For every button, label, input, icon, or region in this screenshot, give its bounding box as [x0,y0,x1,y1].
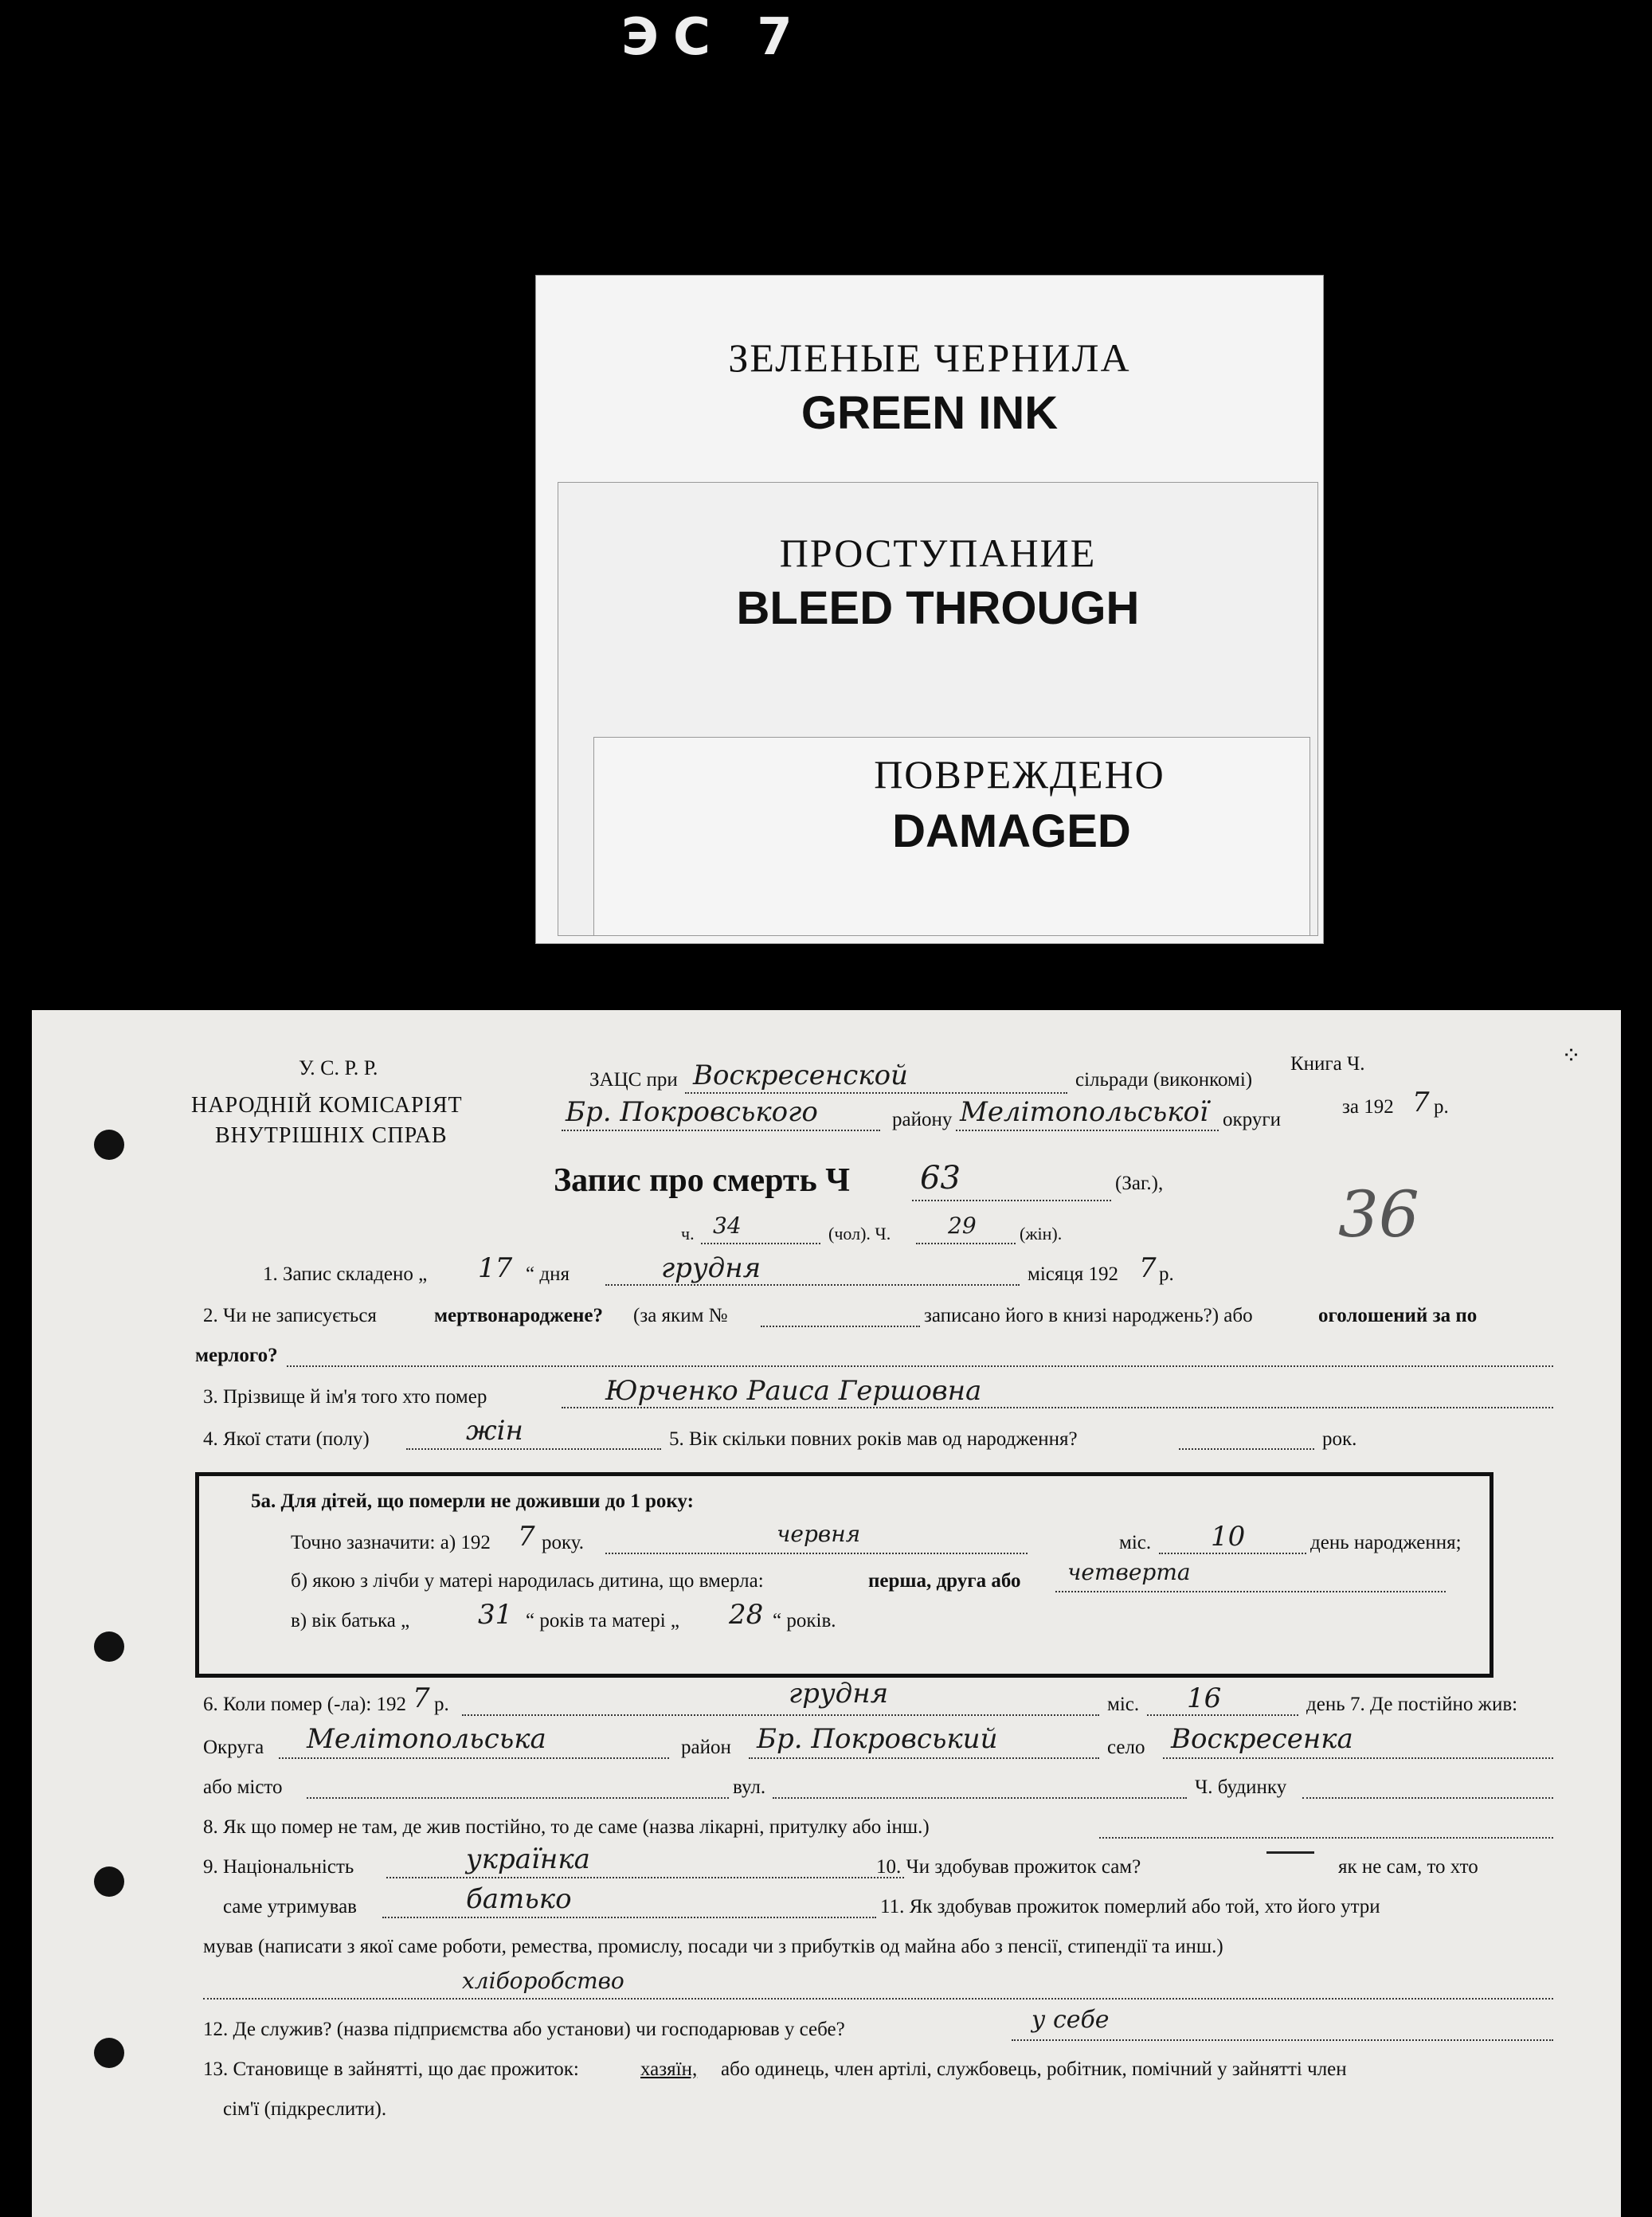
f11-line [203,1998,1553,2000]
notice-damaged-en: DAMAGED [892,805,1131,857]
female-count: 29 [948,1212,977,1239]
f3-value: Юрченко Раиса Гершовна [605,1375,982,1407]
f10-suffix: як не сам, то хто [1338,1856,1478,1878]
okruha-row-label: Округа [203,1737,264,1758]
f1-year: 7 [1139,1252,1157,1284]
f5a-month-line [605,1553,1028,1554]
f1-month-line [605,1284,1020,1286]
f2-e: оголошений за по [1318,1305,1478,1326]
raion-row-label: район [681,1737,731,1758]
notice-bleed-through-ru: ПРОСТУПАНИЕ [779,531,1097,575]
record-number: 63 [920,1160,961,1197]
f5a-line2-value: четверта [1067,1559,1191,1585]
f5a-line1-suffix: день народження; [1310,1532,1462,1553]
f6-year: 7 [413,1682,430,1714]
book-label: Книга Ч. [1290,1053,1365,1075]
f6-day: 16 [1187,1682,1222,1714]
selo-value: Воскресенка [1171,1723,1353,1755]
punch-hole [94,1631,124,1662]
f2-a: 2. Чи не записується [203,1305,377,1326]
f5a-day-line [1159,1553,1306,1554]
f6-mis: міс. [1107,1694,1140,1715]
raion-line [562,1130,880,1131]
f2-d: записано його в книзі народжень?) або [924,1305,1253,1326]
female-label: (жін). [1020,1224,1063,1244]
f5a-line2-bold: перша, друга або [868,1570,1021,1592]
f7-label: 7. Де постійно жив: [1350,1694,1518,1715]
selo-line [1163,1757,1553,1759]
header-commissariat-1: НАРОДНІЙ КОМІСАРІЯТ [191,1093,463,1118]
f5a-line1-month: червня [777,1521,861,1547]
silrady-label: сільради (виконкомі) [1075,1069,1253,1091]
f10b-value: батько [466,1883,572,1915]
f5a-line1-roku: року. [542,1532,585,1553]
f2-line [287,1365,1553,1367]
f5a-order-line [1055,1591,1446,1592]
f5a-line1-label: Точно зазначити: а) 192 [291,1532,491,1553]
f1-mid: “ дня [526,1263,570,1285]
notice-card-damaged [593,737,1310,936]
f11-value: хліборобство [462,1968,624,1994]
f1-label: 1. Запис складено „ [263,1263,428,1285]
death-record-form [32,1010,1621,2217]
f2-f: мерлого? [195,1345,278,1366]
f2-c: (за яким № [633,1305,728,1326]
year-value: 7 [1412,1087,1430,1118]
f5-label: 5. Вік скільки повних років мав од народження? [669,1428,1078,1450]
f10b-label: саме утримував [223,1896,357,1917]
f6-suffix: р. [434,1694,449,1715]
zags-value: Воскресенской [693,1060,908,1091]
f10-label: 10. Чи здобував прожиток сам? [876,1856,1141,1878]
f5a-mother-age: 28 [729,1599,764,1631]
budynku-line [1302,1797,1553,1799]
raion-value: Бр. Покровського [566,1096,818,1128]
record-title: Запис про смерть Ч [554,1162,851,1199]
selo-label: село [1107,1737,1145,1758]
notice-bleed-through-en: BLEED THROUGH [736,582,1140,634]
f6-month: грудня [789,1678,889,1710]
f8-line [1099,1837,1553,1839]
f5a-line1-day: 10 [1211,1521,1246,1553]
zags-label: ЗАЦС при [589,1069,678,1091]
f3-label: 3. Прізвище й ім'я того хто помер [203,1386,487,1408]
f9-value: українка [466,1843,590,1875]
f5a-line3-label: в) вік батька „ [291,1610,410,1631]
record-title-suffix: (Заг.), [1115,1173,1164,1194]
infant-section-box [195,1472,1493,1678]
punch-hole [94,2038,124,2068]
f3-line [562,1407,1553,1408]
notice-green-ink-ru: ЗЕЛЕНЫЕ ЧЕРНИЛА [728,335,1131,380]
archive-number: ЭС 7 [621,8,807,67]
vul-line [773,1797,1187,1799]
misto-line [307,1797,729,1799]
f12-value: у себе [1032,2006,1110,2034]
f13-rest: або одинець, член артілі, службовець, робітник, помічний у зайнятті член [721,2058,1347,2080]
punch-hole [94,1866,124,1897]
vul-label: вул. [733,1776,766,1798]
male-label: (чол). Ч. [828,1224,891,1244]
margin-note: 36 [1338,1177,1419,1251]
f10b-line [382,1917,876,1918]
f12-label: 12. Де служив? (назва підприємства або установи) чи господарював у себе? [203,2019,845,2040]
notice-damaged-ru: ПОВРЕЖДЕНО [874,752,1165,797]
f12-line [1012,2039,1553,2041]
f6-label: 6. Коли помер (-ла): 192 [203,1694,407,1715]
header-ussr: У. С. Р. Р. [299,1056,378,1079]
male-prefix: ч. [681,1224,695,1244]
f4-line [406,1448,661,1450]
okruha-label: округи [1223,1109,1281,1130]
f2-b: мертвонароджене? [434,1305,603,1326]
f1-month: грудня [661,1252,761,1284]
f9-line [386,1877,904,1878]
punch-hole [94,1130,124,1160]
f11b-label: мував (написати з якої саме роботи, ремества, промислу, посади чи з прибутків од майна або з пенсії, стипендії та инш.) [203,1936,1223,1957]
female-line [916,1243,1016,1244]
okruha-row-value: Мелітопольська [307,1723,546,1755]
f6-day-line [1147,1714,1298,1716]
f13-label: 13. Становище в зайнятті, що дає прожиток: [203,2058,579,2080]
f5a-line1-mis: міс. [1119,1532,1152,1553]
f5a-line1-year: 7 [518,1521,535,1553]
f5-line [1179,1448,1314,1450]
okruha-line [956,1130,1219,1131]
f2-number-line [761,1326,920,1327]
f4-value: жін [466,1415,523,1447]
ink-dots: ⁘ [1561,1043,1582,1069]
f5-suffix: рок. [1322,1428,1357,1450]
f13-underlined: хазяїн, [640,2058,698,2080]
f8-label: 8. Як що помер не там, де жив постійно, то де саме (назва лікарні, притулку або інш.) [203,1816,930,1838]
notice-green-ink-en: GREEN INK [801,387,1059,439]
f9-label: 9. Національність [203,1856,354,1878]
misto-label: або місто [203,1776,283,1798]
f5a-line3-suffix: “ років. [773,1610,836,1631]
f5a-line2-label: б) якою з лічби у матері народилась дитина, що вмерла: [291,1570,764,1592]
f1-month-label: місяця 192 [1028,1263,1118,1285]
f5a-father-age: 31 [478,1599,513,1631]
f1-suffix: р. [1159,1263,1174,1285]
raion-row-line [749,1757,1099,1759]
f13b-label: сім'ї (підкреслити). [223,2098,387,2120]
header-commissariat-2: ВНУТРІШНІХ СПРАВ [215,1123,448,1148]
year-label: за 192 [1342,1096,1394,1118]
raion-row-value: Бр. Покровський [757,1723,998,1755]
f6-day-label: день [1306,1694,1345,1715]
budynku-label: Ч. будинку [1195,1776,1287,1798]
f6-month-line [462,1714,1099,1716]
okruha-row-line [279,1757,669,1759]
f1-day: 17 [478,1252,513,1284]
f11-label: 11. Як здобував прожиток померлий або той, хто його утри [880,1896,1380,1917]
f5a-title: 5а. Для дітей, що померли не доживши до 1 року: [251,1490,694,1512]
zags-line [685,1092,1067,1094]
raion-label: району [892,1109,953,1130]
f4-label: 4. Якої стати (полу) [203,1428,370,1450]
male-line [701,1243,820,1244]
male-count: 34 [713,1212,742,1239]
record-number-line [912,1200,1111,1201]
year-suffix: р. [1434,1096,1449,1118]
f5a-line3-mid: “ років та матері „ [526,1610,679,1631]
okruha-value: Мелітопольської [960,1096,1208,1128]
f10-dash [1266,1851,1314,1854]
